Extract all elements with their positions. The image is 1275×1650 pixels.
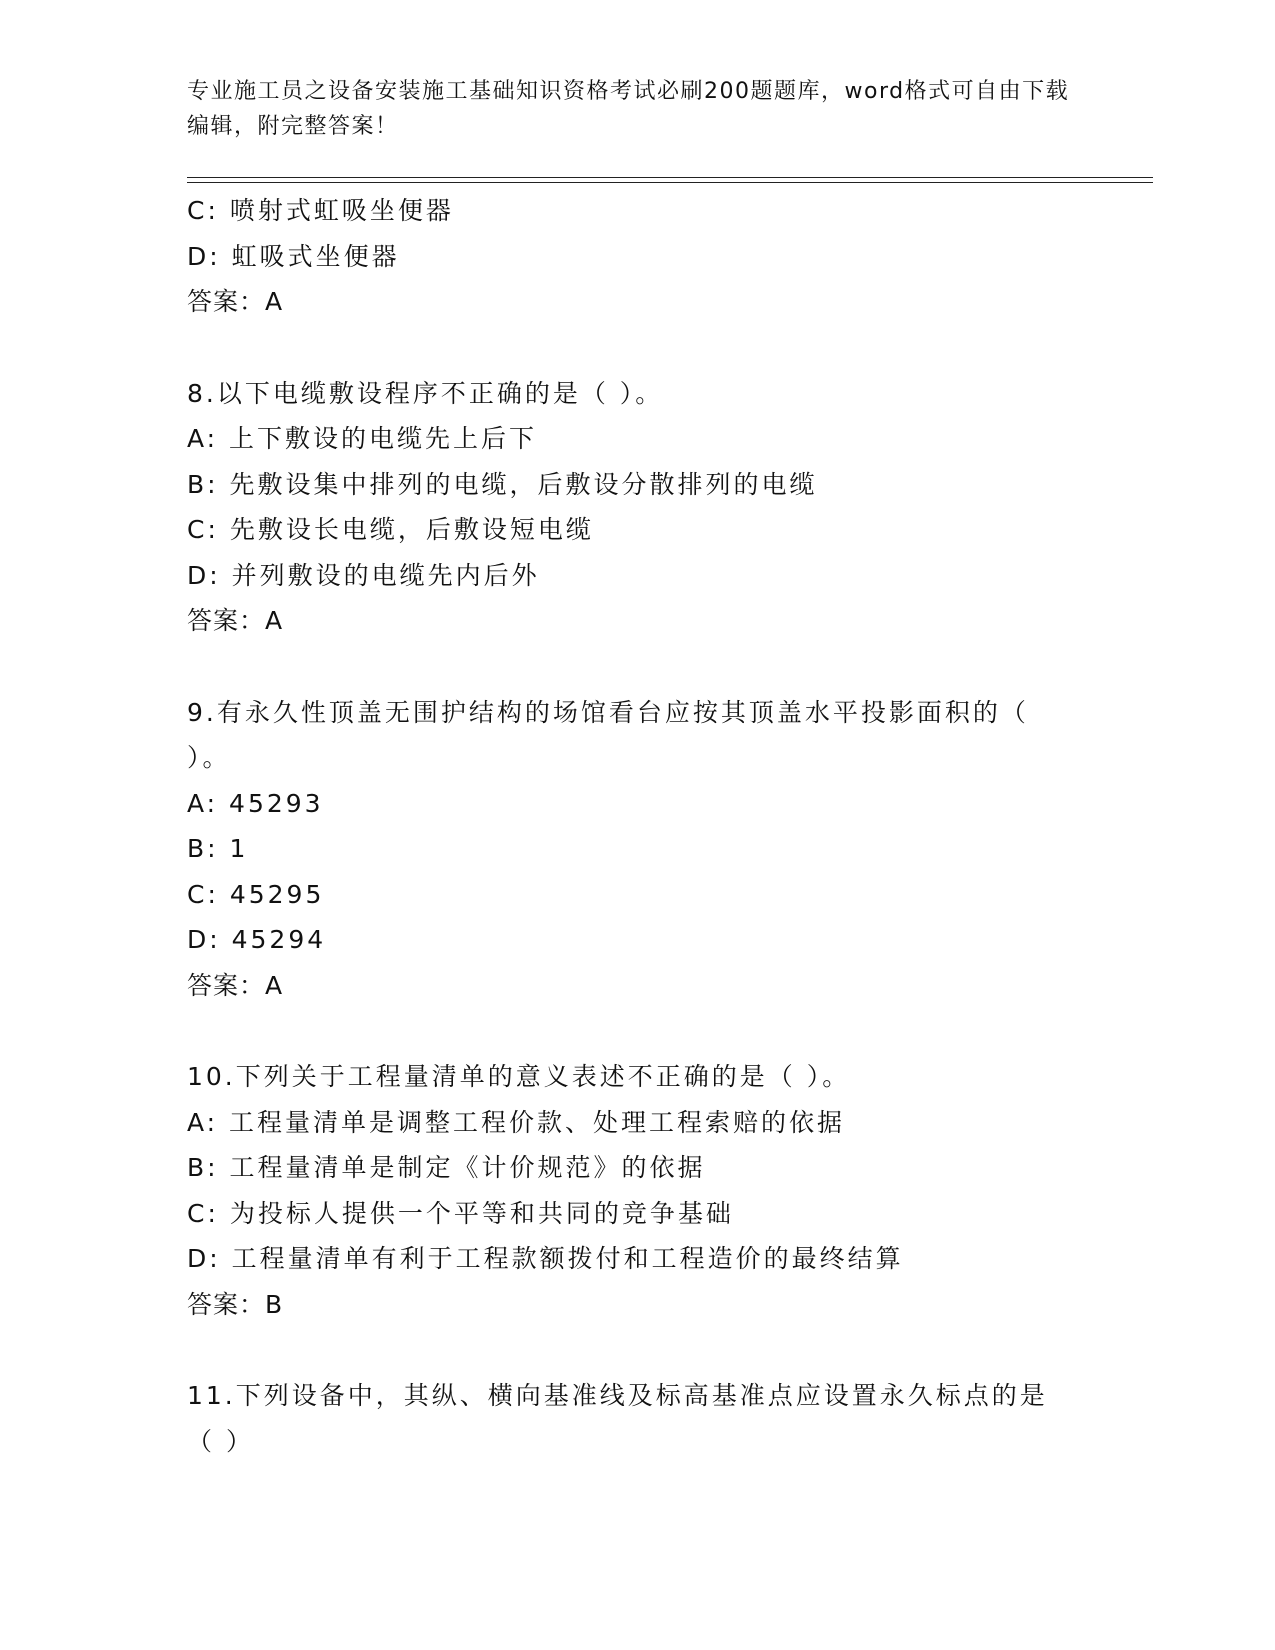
question-block-10: [187, 1054, 1087, 1327]
option-a: A: 45293: [187, 788, 324, 818]
question-stem: 10.下列关于工程量清单的意义表述不正确的是（ ）。: [187, 1062, 851, 1091]
option-d: D: 45294: [187, 925, 327, 954]
spacer: [187, 1327, 1087, 1373]
option-d: D: 工程量清单有利于工程款额拨付和工程造价的最终结算: [187, 1244, 904, 1273]
option-d: D: 虹吸式坐便器: [187, 241, 400, 271]
question-stem: 8.以下电缆敷设程序不正确的是（ ）。: [187, 378, 664, 408]
answer-line: 答案：A: [187, 970, 284, 1000]
answer-line: 答案：A: [187, 606, 284, 635]
question-block-11: [187, 1373, 1087, 1464]
question-stem-continuation: （ ）: [187, 1426, 254, 1456]
answer-line: 答案：B: [187, 1289, 284, 1319]
option-d: D: 并列敷设的电缆先内后外: [187, 560, 540, 590]
option-b: B: 先敷设集中排列的电缆，后敷设分散排列的电缆: [187, 469, 818, 499]
question-block-9: [187, 690, 1087, 1009]
option-c: C: 喷射式虹吸坐便器: [187, 196, 454, 225]
header-divider-top: [187, 177, 1153, 178]
answer-line: 答案：A: [187, 287, 284, 316]
option-a: A: 上下敷设的电缆先上后下: [187, 424, 538, 453]
question-block-8: [187, 371, 1087, 644]
option-b: B: 1: [187, 834, 249, 863]
document-header: 专业施工员之设备安装施工基础知识资格考试必刷200题题库，word格式可自由下载编辑，附完整答案！: [187, 79, 1070, 139]
option-b: B: 工程量清单是制定《计价规范》的依据: [187, 1153, 706, 1182]
question-block-previous: [187, 188, 1087, 325]
option-c: C: 先敷设长电缆，后敷设短电缆: [187, 515, 594, 544]
spacer: [187, 644, 1087, 690]
question-stem: 9.有永久性顶盖无围护结构的场馆看台应按其顶盖水平投影面积的（: [187, 697, 1029, 727]
option-c: C: 为投标人提供一个平等和共同的竞争基础: [187, 1198, 734, 1228]
option-a: A: 工程量清单是调整工程价款、处理工程索赔的依据: [187, 1107, 846, 1137]
spacer: [187, 1008, 1087, 1054]
spacer: [187, 325, 1087, 371]
header-divider-bottom: [187, 182, 1153, 183]
question-stem-continuation: ）。: [187, 743, 231, 772]
question-list: [187, 188, 1087, 1464]
option-c: C: 45295: [187, 879, 325, 909]
question-stem: 11.下列设备中，其纵、横向基准线及标高基准点应设置永久标点的是: [187, 1381, 1048, 1410]
